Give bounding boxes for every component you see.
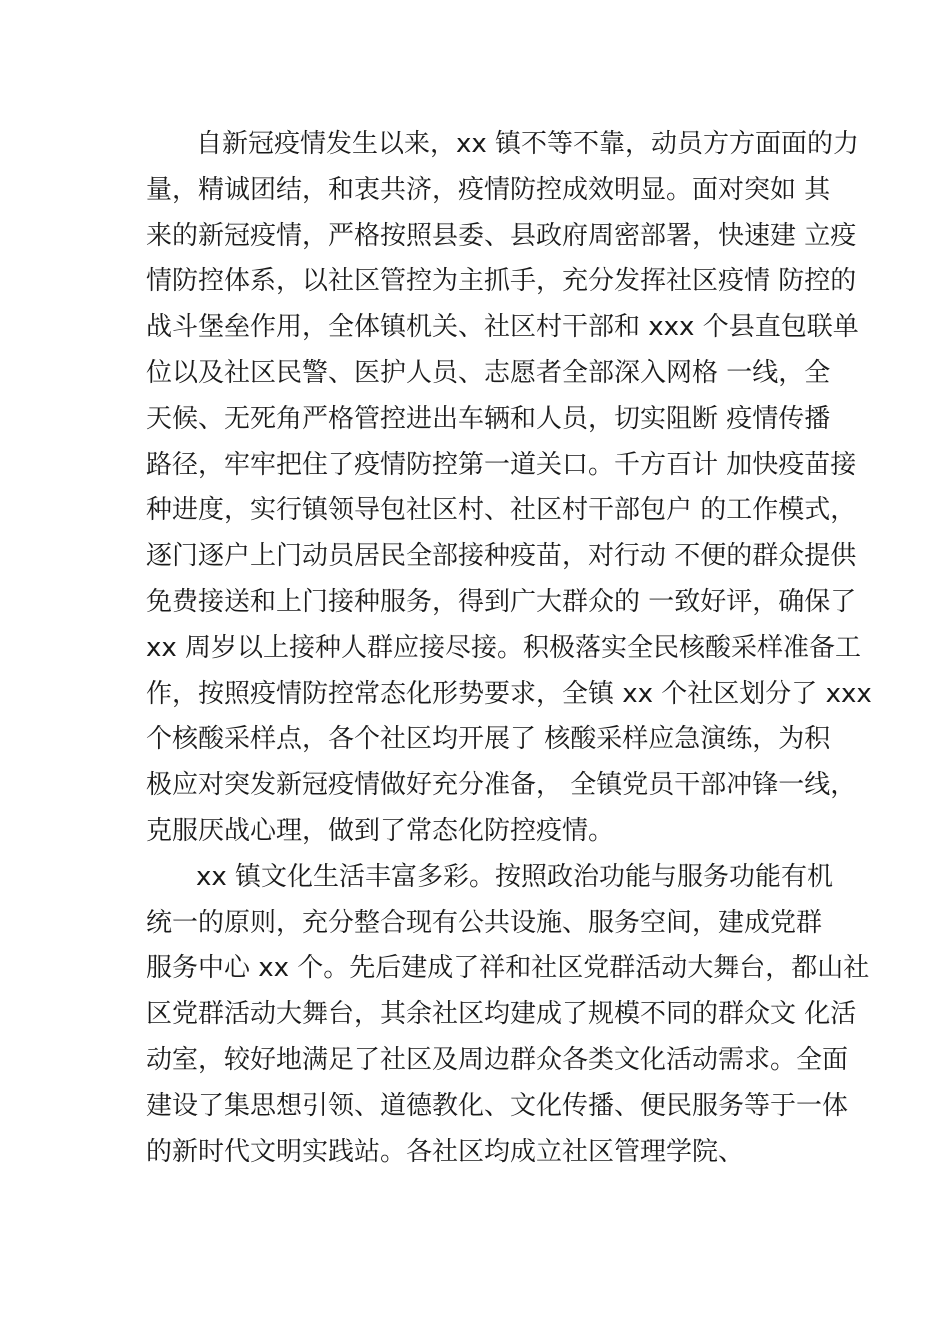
text-line: 的新时代文明实践站。各社区均成立社区管理学院、 bbox=[146, 1136, 745, 1167]
text-line: 自新冠疫情发生以来，xx 镇不等不靠，动员方方面面的力 bbox=[196, 129, 860, 159]
text-line: 建设了集思想引领、道德教化、文化传播、便民服务等于一体 bbox=[146, 1090, 849, 1121]
text-line: 个核酸采样点，各个社区均开展了 核酸采样应急演练，为积 bbox=[146, 724, 831, 755]
text-line: 路径，牢牢把住了疫情防控第一道关口。千方百计 加快疫苗接 bbox=[146, 449, 857, 480]
paragraph-epidemic-control bbox=[146, 122, 872, 855]
text-line: xx 镇文化生活丰富多彩。按照政治功能与服务功能有机 bbox=[196, 861, 834, 892]
text-line: 克服厌战心理，做到了常态化防控疫情。 bbox=[146, 815, 615, 846]
text-line: 位以及社区民警、医护人员、志愿者全部深入网格 一线，全 bbox=[146, 357, 831, 388]
text-line: 战斗堡垒作用，全体镇机关、社区村干部和 xxx 个县直包联单 bbox=[146, 312, 859, 343]
text-line: 种进度，实行镇领导包社区村、社区村干部包户 的工作模式， bbox=[146, 495, 857, 526]
text-line: 服务中心 xx 个。先后建成了祥和社区党群活动大舞台，都山社 bbox=[146, 953, 870, 984]
text-line: 情防控体系，以社区管控为主抓手，充分发挥社区疫情 防控的 bbox=[146, 266, 857, 297]
text-line: 动室，较好地满足了社区及周边群众各类文化活动需求。全面 bbox=[146, 1044, 849, 1075]
document-body bbox=[146, 122, 872, 1175]
text-line: 极应对突发新冠疫情做好充分准备， 全镇党员干部冲锋一线， bbox=[146, 770, 857, 801]
text-line: 免费接送和上门接种服务，得到广大群众的 一致好评，确保了 bbox=[146, 586, 857, 617]
paragraph-cultural-life bbox=[146, 855, 870, 1176]
text-line: 来的新冠疫情，严格按照县委、县政府周密部署，快速建 立疫 bbox=[146, 220, 857, 251]
text-line: 量，精诚团结，和衷共济，疫情防控成效明显。面对突如 其 bbox=[146, 174, 831, 205]
text-line: 区党群活动大舞台，其余社区均建成了规模不同的群众文 化活 bbox=[146, 999, 857, 1030]
text-line: 统一的原则，充分整合现有公共设施、服务空间，建成党群 bbox=[146, 907, 823, 938]
text-line: 逐门逐户上门动员居民全部接种疫苗，对行动 不便的群众提供 bbox=[146, 541, 857, 572]
text-line: 作，按照疫情防控常态化形势要求，全镇 xx 个社区划分了 xxx bbox=[146, 678, 872, 709]
text-line: xx 周岁以上接种人群应接尽接。积极落实全民核酸采样准备工 bbox=[146, 632, 862, 663]
text-line: 天候、无死角严格管控进出车辆和人员，切实阻断 疫情传播 bbox=[146, 403, 831, 434]
